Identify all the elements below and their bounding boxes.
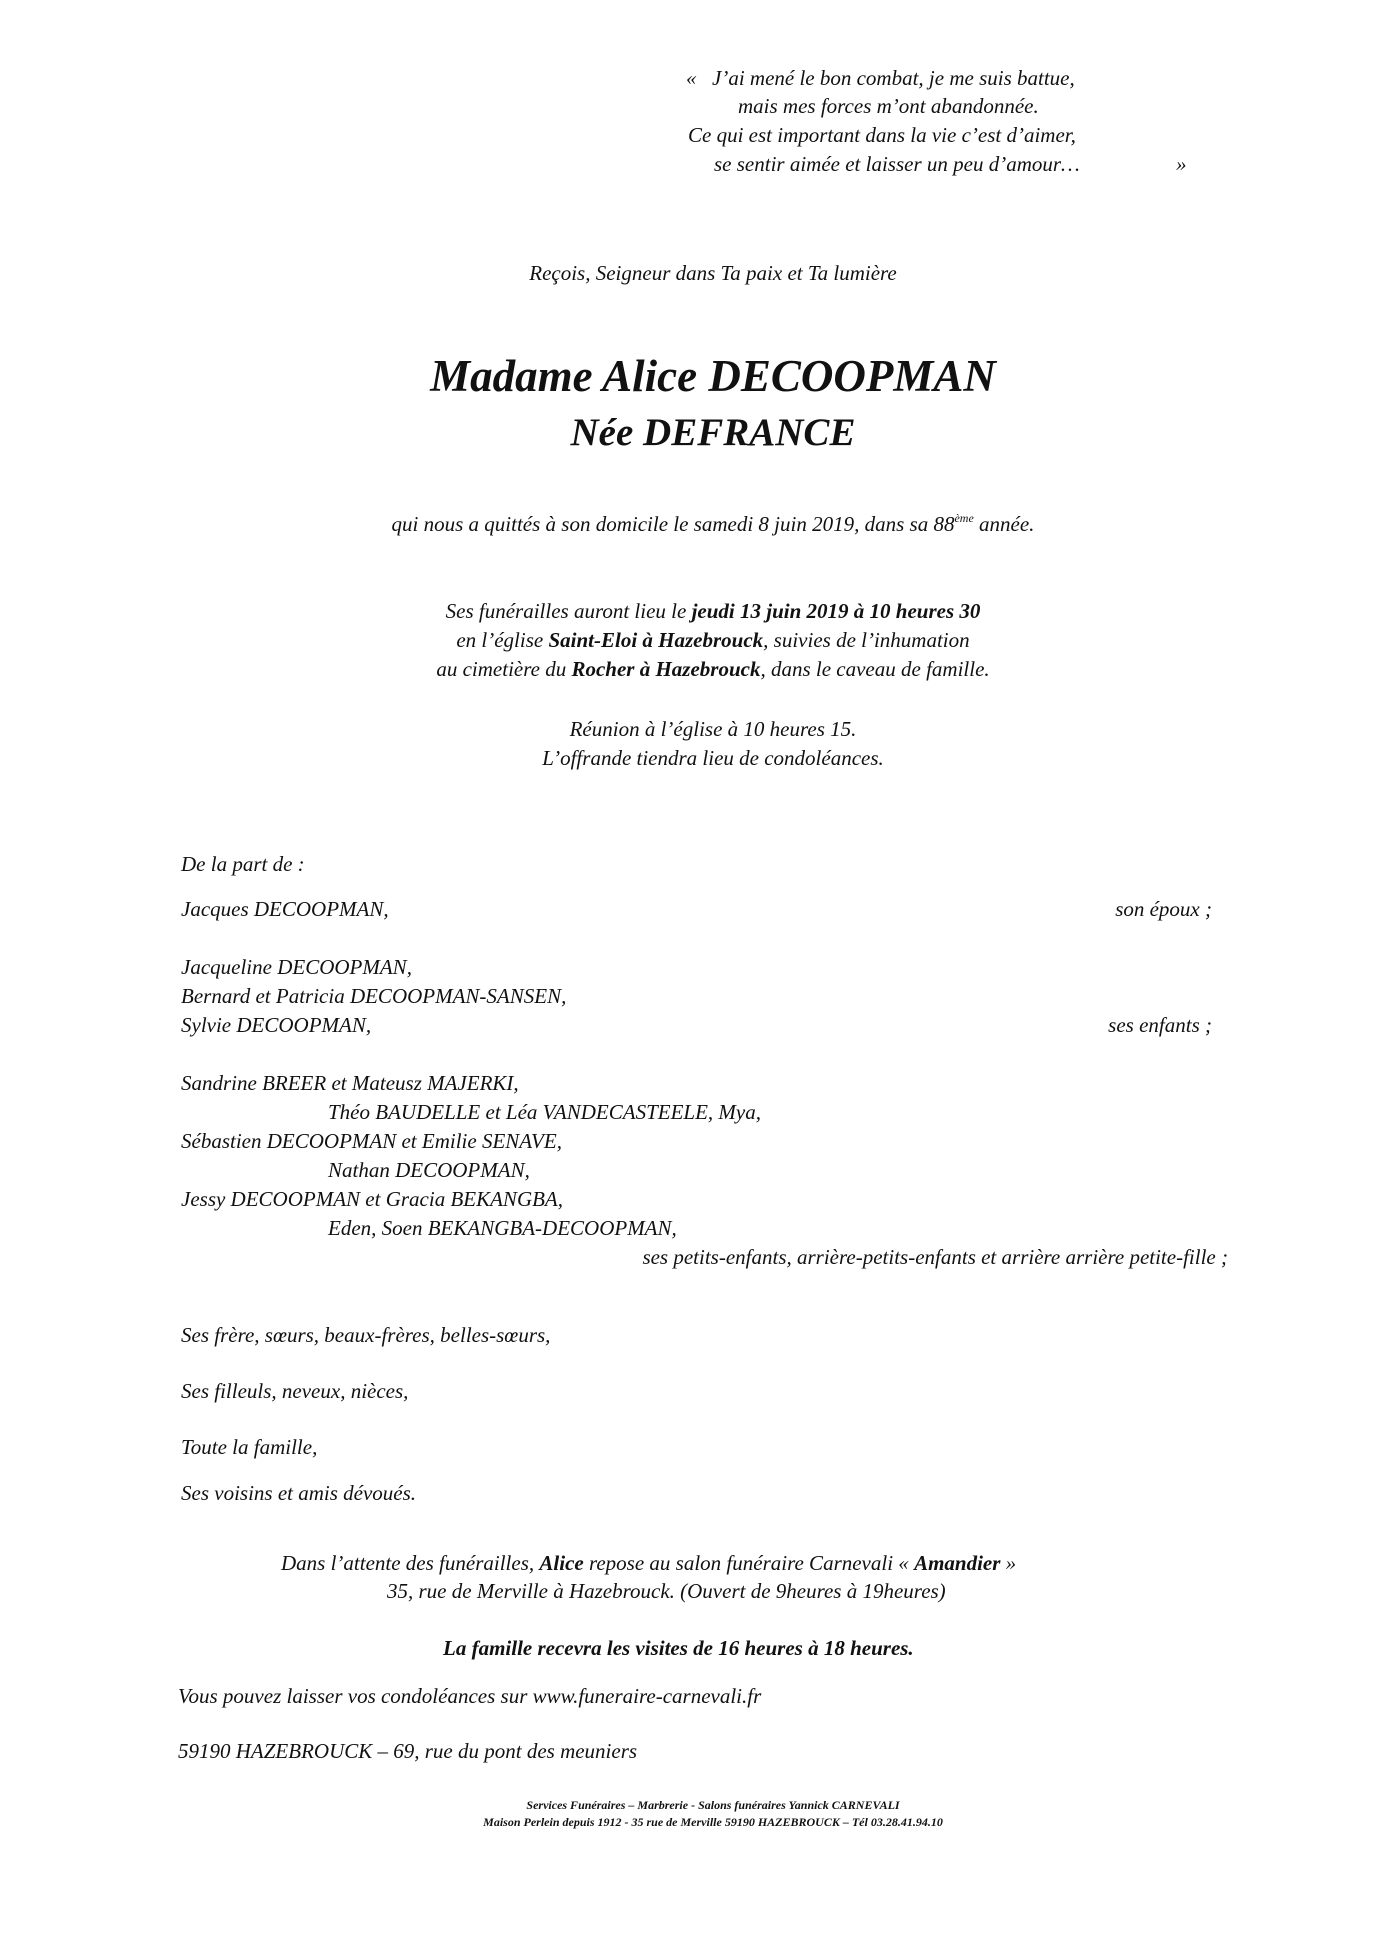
footer-line: Maison Perlein depuis 1912 - 35 rue de Merville 59190 HAZEBROUCK – Tél 03.28.41.94.10	[483, 1815, 943, 1829]
family-address: 59190 HAZEBROUCK – 69, rue du pont des meuniers	[178, 1739, 638, 1763]
children-role: ses enfants ;	[1108, 1013, 1212, 1037]
great-grandchild-name: Théo BAUDELLE et Léa VANDECASTEELE, Mya,	[328, 1100, 761, 1124]
quote-line: J’ai mené le bon combat, je me suis battue,	[712, 66, 1075, 90]
child-name: Sylvie DECOOPMAN,	[181, 1013, 372, 1037]
siblings-line: Ses frère, sœurs, beaux-frères, belles-sœurs,	[181, 1323, 551, 1347]
grandchild-name: Sébastien DECOOPMAN et Emilie SENAVE,	[181, 1129, 562, 1153]
deceased-name: Madame Alice DECOOPMAN	[430, 351, 996, 401]
prayer-line: Reçois, Seigneur dans Ta paix et Ta lumière	[529, 261, 897, 285]
funeral-church-line: en l’église Saint-Eloi à Hazebrouck, suivies de l’inhumation	[456, 628, 970, 652]
godchildren-line: Ses filleuls, neveux, nièces,	[181, 1379, 409, 1403]
spouse-name: Jacques DECOOPMAN,	[181, 897, 389, 921]
child-name: Jacqueline DECOOPMAN,	[181, 955, 412, 979]
great-grandchild-name: Eden, Soen BEKANGBA-DECOOPMAN,	[328, 1216, 677, 1240]
deceased-birth-name: Née DEFRANCE	[570, 411, 856, 454]
footer-line: Services Funéraires – Marbrerie - Salons funéraires Yannick CARNEVALI	[526, 1798, 900, 1812]
funeral-cemetery-line: au cimetière du Rocher à Hazebrouck, dans le caveau de famille.	[436, 657, 990, 681]
neighbors-line: Ses voisins et amis dévoués.	[181, 1481, 417, 1505]
quote-line: mais mes forces m’ont abandonnée.	[738, 94, 1039, 118]
grandchild-name: Jessy DECOOPMAN et Gracia BEKANGBA,	[181, 1187, 564, 1211]
condolences-line: Vous pouvez laisser vos condoléances sur www.funeraire-carnevali.fr	[178, 1684, 762, 1708]
child-name: Bernard et Patricia DECOOPMAN-SANSEN,	[181, 984, 567, 1008]
funeral-date-line: Ses funérailles auront lieu le jeudi 13 juin 2019 à 10 heures 30	[445, 599, 981, 623]
great-grandchild-name: Nathan DECOOPMAN,	[328, 1158, 530, 1182]
visits-line: La famille recevra les visites de 16 heures à 18 heures.	[443, 1636, 914, 1660]
grandchildren-role: ses petits-enfants, arrière-petits-enfants et arrière arrière petite-fille ;	[642, 1245, 1228, 1269]
death-notice: qui nous a quittés à son domicile le samedi 8 juin 2019, dans sa 88ème année.	[391, 511, 1035, 536]
resting-place-address: 35, rue de Merville à Hazebrouck. (Ouvert de 9heures à 19heures)	[387, 1579, 946, 1603]
offering-line: L’offrande tiendra lieu de condoléances.	[542, 746, 884, 770]
quote-open-mark: «	[686, 66, 697, 90]
grandchild-name: Sandrine BREER et Mateusz MAJERKI,	[181, 1071, 519, 1095]
family-line: Toute la famille,	[181, 1435, 318, 1459]
resting-place-line: Dans l’attente des funérailles, Alice repose au salon funéraire Carnevali « Amandier »	[281, 1551, 1017, 1575]
quote-line: se sentir aimée et laisser un peu d’amour…	[714, 152, 1080, 176]
family-intro: De la part de :	[181, 852, 305, 876]
meeting-line: Réunion à l’église à 10 heures 15.	[569, 717, 857, 741]
spouse-role: son époux ;	[1115, 897, 1212, 921]
quote-line: Ce qui est important dans la vie c’est d’aimer,	[688, 123, 1076, 147]
quote-close-mark: »	[1176, 152, 1187, 176]
